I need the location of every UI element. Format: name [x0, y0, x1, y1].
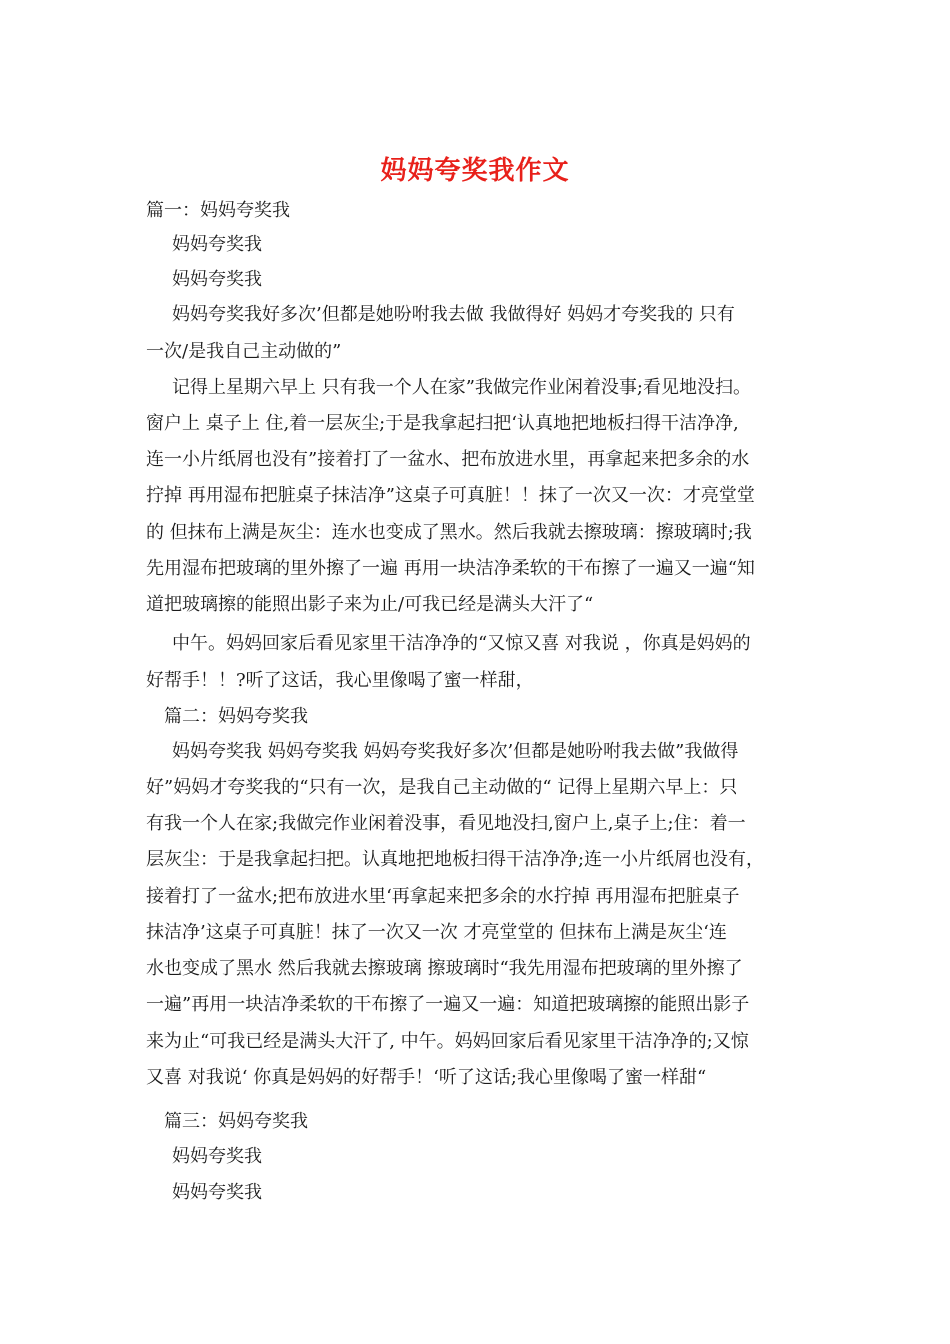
text-line: 一遍”再用一块洁净柔软的干布擦了一遍又一遍：知道把玻璃擦的能照出影子 [146, 994, 750, 1015]
text-line: 妈妈夸奖我 [172, 1182, 262, 1203]
text-line: 窗户上 桌子上 住,着一层灰尘;于是我拿起扫把‘认真地把地板扫得干洁净净, [146, 413, 739, 434]
text-line: 妈妈夸奖我好多次’但都是她吩咐我去做 我做得好 妈妈才夸奖我的 只有 [172, 304, 735, 325]
text-line: 连一小片纸屑也没有”接着打了一盆水、把布放进水里，再拿起来把多余的水 [146, 449, 750, 470]
section-heading-2: 篇二：妈妈夸奖我 [164, 706, 308, 727]
section-heading-3: 篇三：妈妈夸奖我 [164, 1111, 308, 1132]
text-line: 记得上星期六早上 只有我一个人在家”我做完作业闲着没事;看见地没扫。 [172, 377, 751, 398]
text-line: 中午。妈妈回家后看见家里干洁净净的“又惊又喜 对我说 ，你真是妈妈的 [172, 633, 751, 654]
text-line: 妈妈夸奖我 [172, 234, 262, 255]
text-line: 拧掉 再用湿布把脏桌子抹洁净”这桌子可真脏！！抹了一次又一次：才亮堂堂 [146, 485, 755, 506]
text-line: 一次/是我自己主动做的” [146, 341, 342, 362]
text-line: 抹洁净’这桌子可真脏！抹了一次又一次 才亮堂堂的 但抹布上满是灰尘‘连 [146, 922, 727, 943]
text-line: 水也变成了黑水 然后我就去擦玻璃 擦玻璃时“我先用湿布把玻璃的里外擦了 [146, 958, 743, 979]
text-line: 好”妈妈才夸奖我的“只有一次，是我自己主动做的“ 记得上星期六早上：只 [146, 777, 738, 798]
section-heading-1: 篇一：妈妈夸奖我 [146, 200, 290, 221]
text-line: 的 但抹布上满是灰尘：连水也变成了黑水。然后我就去擦玻璃：擦玻璃时;我 [146, 522, 752, 543]
text-line: 先用湿布把玻璃的里外擦了一遍 再用一块洁净柔软的干布擦了一遍又一遍“知 [146, 558, 755, 579]
text-line: 有我一个人在家;我做完作业闲着没事，看见地没扫,窗户上,桌子上;住：着一 [146, 813, 746, 834]
text-line: 来为止“可我已经是满头大汗了, 中午。妈妈回家后看见家里干洁净净的;又惊 [146, 1031, 749, 1052]
text-line: 又喜 对我说‘ 你真是妈妈的好帮手！‘听了这话;我心里像喝了蜜一样甜“ [146, 1067, 707, 1088]
text-line: 妈妈夸奖我 妈妈夸奖我 妈妈夸奖我好多次’但都是她吩咐我去做”我做得 [172, 741, 739, 762]
document-title: 妈妈夸奖我作文 [380, 156, 570, 186]
text-line: 妈妈夸奖我 [172, 1146, 262, 1167]
text-line: 妈妈夸奖我 [172, 269, 262, 290]
text-line: 接着打了一盆水;把布放进水里‘再拿起来把多余的水拧掉 再用湿布把脏桌子 [146, 886, 740, 907]
text-line: 道把玻璃擦的能照出影子来为止/可我已经是满头大汗了“ [146, 594, 594, 615]
text-line: 好帮手！！?听了这话，我心里像喝了蜜一样甜， [146, 670, 534, 691]
text-line: 层灰尘：于是我拿起扫把。认真地把地板扫得干洁净净;连一小片纸屑也没有， [146, 849, 765, 870]
